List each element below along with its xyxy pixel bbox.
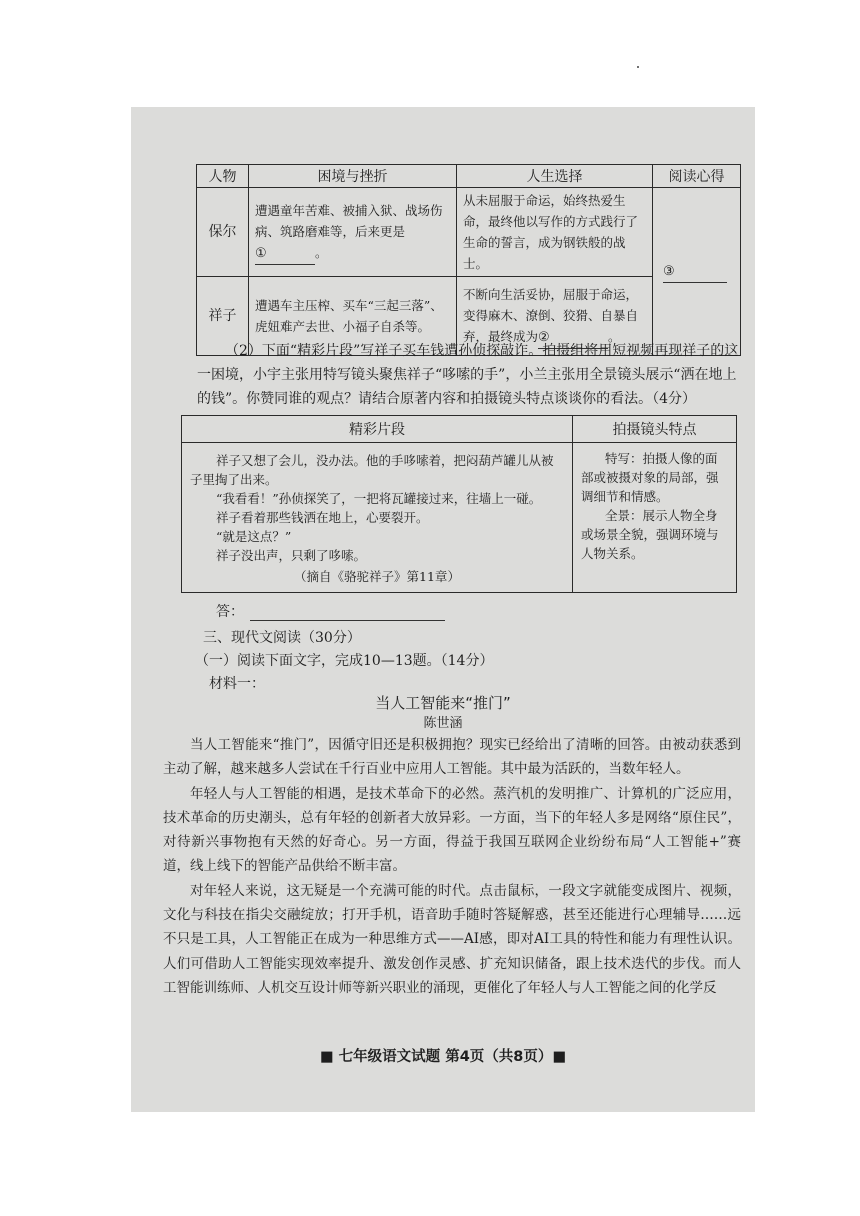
hardship-text: 遭遇车主压榨、买车“三起三落”、虎妞难产去世、小福子自杀等。: [255, 298, 443, 334]
material-label: 材料一：: [209, 676, 265, 692]
article-paragraph: 当人工智能来“推门”，因循守旧还是积极拥抱？现实已经给出了清晰的回答。由被动获悉到主动了解，越来越多人尝试在千行百业中应用人工智能。其中最为活跃的，当数年轻人。: [163, 737, 741, 778]
header-excerpt: 精彩片段: [182, 416, 573, 443]
article-paragraph: 对年轻人来说，这无疑是一个充满可能的时代。点击鼠标，一段文字就能变成图片、视频，文化与科技在指尖交融绽放；打开手机，语音助手随时答疑解惑，甚至还能进行心理辅导……远不只是工具，人工智能正在成为一种思维方式——AI感，即对AI工具的特性和能力有理性认识。人们可借助人工智能实现效率提升、激发创作灵感、扩充知识储备，跟上技术迭代的步伐。而人工智能训练师、人机交互设计师等新兴职业的涌现，更催化了年轻人与人工智能之间的化学反: [163, 882, 741, 996]
header-character: 人物: [197, 165, 249, 188]
question-2-text: （2）下面“精彩片段”写祥子买车钱遭孙侦探敲诈。拍摄组将用短视频再现祥子的这一困境，小宇主张用特写镜头聚焦祥子“哆嗦的手”，小兰主张用全景镜头展示“洒在地上的钱”。你赞同谁的观点？请结合原著内容和拍摄镜头特点谈谈你的看法。（4分）: [197, 343, 739, 407]
hardship-cell: [249, 188, 457, 277]
excerpt-source: （摘自《骆驼祥子》第11章）: [294, 569, 460, 584]
character-comparison-table: [196, 164, 741, 356]
header-choice: 人生选择: [457, 165, 653, 188]
article-title: 当人工智能来“推门”: [375, 694, 511, 712]
subsection-heading: （一）阅读下面文字，完成10—13题。（14分）: [195, 653, 494, 669]
article-paragraph: 年轻人与人工智能的相遇，是技术革命下的必然。蒸汽机的发明推广、计算机的广泛应用，技术革命的历史潮头，总有年轻的创新者大放异彩。一方面，当下的年轻人多是网络“原住民”，对待新兴事物抱有天然的好奇心。另一方面，得益于我国互联网企业纷纷布局“人工智能+”赛道，线上线下的智能产品供给不断丰富。: [163, 785, 741, 875]
answer-line[interactable]: [250, 606, 445, 621]
page-footer: ■ 七年级语文试题 第4页（共8页）■: [319, 1049, 567, 1065]
reflection-cell: [653, 188, 741, 356]
sentence-end: 。: [315, 244, 328, 260]
shot-features-cell: [573, 443, 737, 593]
sentence-end: 。: [608, 328, 621, 344]
choice-cell: [457, 188, 653, 277]
section-heading: 三、现代文阅读（30分）: [203, 630, 361, 646]
hardship-text: 遭遇童年苦难、被捕入狱、战场伤病、筑路磨难等，后来更是: [255, 202, 443, 239]
answer-row: [216, 601, 445, 621]
header-hardship: 困境与挫折: [249, 165, 457, 188]
fill-blank-3[interactable]: ③: [663, 261, 727, 283]
excerpt-table: [181, 415, 737, 593]
table-row: [182, 443, 737, 593]
header-reflection: 阅读心得: [653, 165, 741, 188]
table-header-row: [197, 165, 741, 188]
article-body: [163, 733, 741, 1000]
fill-blank-2[interactable]: ②: [538, 327, 608, 349]
excerpt-cell: [182, 443, 573, 593]
feature-closeup: 特写：拍摄人像的面部或被摄对象的局部，强调细节和情感。: [581, 451, 719, 504]
header-shot-features: 拍摄镜头特点: [573, 416, 737, 443]
choice-text: 不断向生活妥协，屈服于命运，变得麻木、潦倒、狡猾、自暴自弃，最终成为: [463, 286, 639, 344]
excerpt-line: “就是这点？”: [216, 529, 292, 544]
feature-panorama: 全景：展示人物全身或场景全貌，强调环境与人物关系。: [581, 508, 719, 561]
character-name: 祥子: [197, 277, 249, 356]
exam-page-photo: [131, 107, 755, 1112]
answer-label: 答：: [216, 604, 244, 620]
article-author: 陈世涵: [423, 716, 463, 731]
table-row: [197, 188, 741, 277]
fill-blank-1[interactable]: ①: [255, 243, 315, 265]
character-name: 保尔: [197, 188, 249, 277]
excerpt-line: 祥子又想了会儿，没办法。他的手哆嗦着，把闷葫芦罐儿从被子里掏了出来。: [190, 453, 554, 487]
speck: [637, 66, 639, 68]
choice-text: 从未屈服于命运，始终热爱生命，最终他以写作的方式践行了生命的誓言，成为钢铁般的战士。: [463, 193, 639, 271]
excerpt-line: “我看看！”孙侦探笑了，一把将瓦罐接过来，往墙上一碰。: [216, 491, 542, 506]
excerpt-line: 祥子没出声，只剩了哆嗦。: [216, 548, 367, 563]
excerpt-line: 祥子看着那些钱洒在地上，心要裂开。: [216, 510, 429, 525]
table-header-row: [182, 416, 737, 443]
